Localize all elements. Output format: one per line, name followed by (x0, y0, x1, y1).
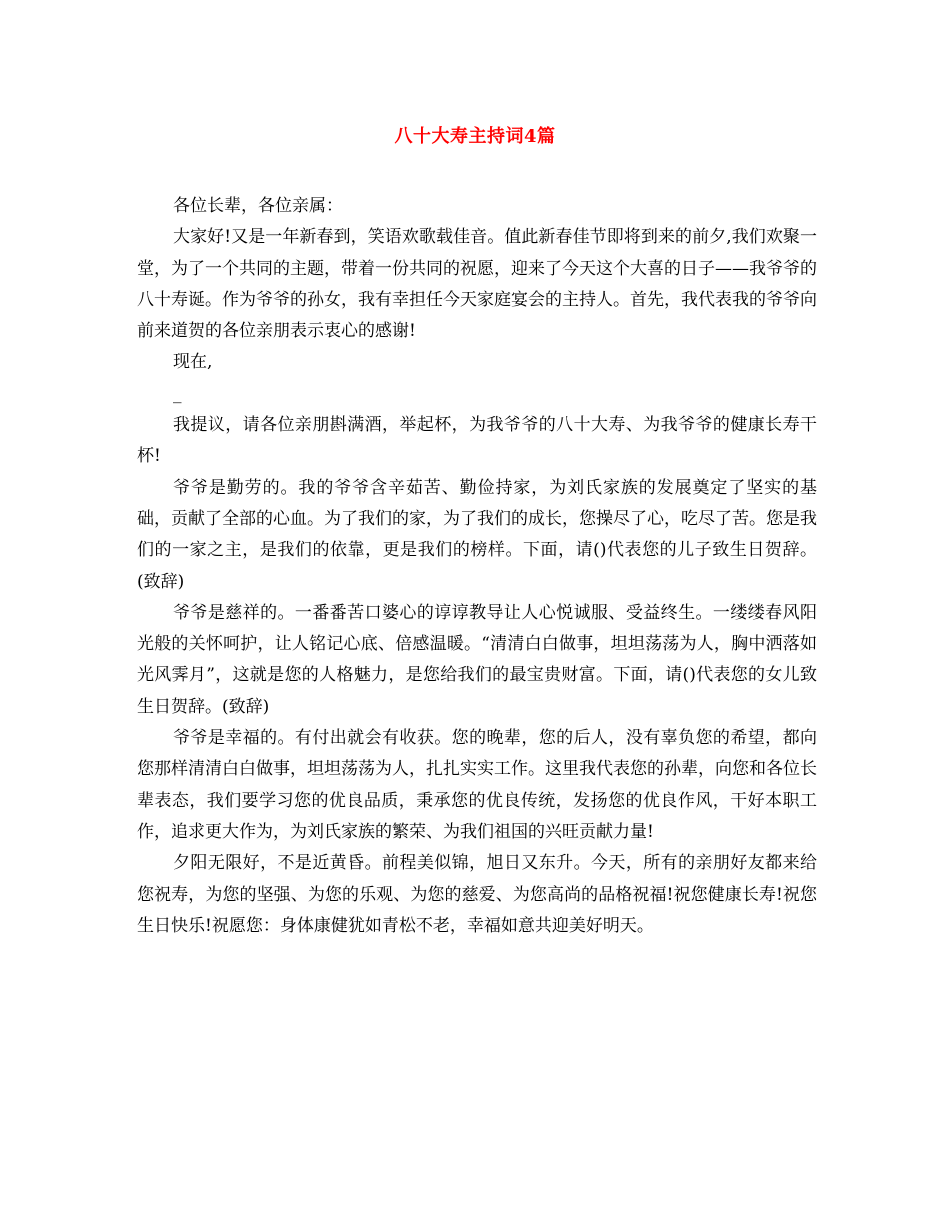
paragraph-toast: 我提议，请各位亲朋斟满酒，举起杯，为我爷爷的八十大寿、为我爷爷的健康长寿干杯! (137, 415, 817, 467)
paragraph-closing: 夕阳无限好，不是近黄昏。前程美似锦，旭日又东升。今天，所有的亲朋好友都来给您祝寿，为您的坚强、为您的乐观、为您的慈爱、为您高尚的品格祝福!祝您健康长寿!祝您生日快乐!祝愿您：身体康健犹如青松不老，幸福如意共迎美好明天。 (137, 853, 817, 936)
paragraph-now: 现在, (173, 352, 213, 373)
document-body (137, 191, 817, 942)
paragraph-happy: 爷爷是幸福的。有付出就会有收获。您的晚辈，您的后人，没有辜负您的希望，都向您那样清清白白做事，坦坦荡荡为人，扎扎实实工作。这里我代表您的孙辈，向您和各位长辈表态，我们要学习您的优良品质，秉承您的优良传统，发扬您的优良作风，干好本职工作，追求更大作为，为刘氏家族的繁荣、为我们祖国的兴旺贡献力量! (137, 728, 817, 842)
paragraph-blank-line: _ (173, 383, 182, 404)
paragraph-opening: 大家好!又是一年新春到，笑语欢歌载佳音。值此新春佳节即将到来的前夕,我们欢聚一堂，为了一个共同的主题，带着一份共同的祝愿，迎来了今天这个大喜的日子——我爷爷的八十寿诞。作为爷爷的孙女，我有幸担任今天家庭宴会的主持人。首先，我代表我的爷爷向前来道贺的各位亲朋表示衷心的感谢! (137, 227, 817, 342)
paragraph-salutation: 各位长辈，各位亲属： (173, 196, 343, 216)
paragraph-hardworking: 爷爷是勤劳的。我的爷爷含辛茹苦、勤俭持家，为刘氏家族的发展奠定了坚实的基础，贡献了全部的心血。为了我们的家，为了我们的成长，您操尽了心，吃尽了苦。您是我们的一家之主，是我们的依靠，更是我们的榜样。下面，请()代表您的儿子致生日贺辞。(致辞) (137, 477, 817, 592)
paragraph-kind: 爷爷是慈祥的。一番番苦口婆心的谆谆教导让人心悦诚服、受益终生。一缕缕春风阳光般的关怀呵护，让人铭记心底、倍感温暖。“清清白白做事，坦坦荡荡为人，胸中洒落如光风霁月”，这就是您的人格魅力，是您给我们的最宝贵财富。下面，请()代表您的女儿致生日贺辞。(致辞) (137, 602, 817, 717)
document-title: 八十大寿主持词4篇 (394, 126, 556, 147)
